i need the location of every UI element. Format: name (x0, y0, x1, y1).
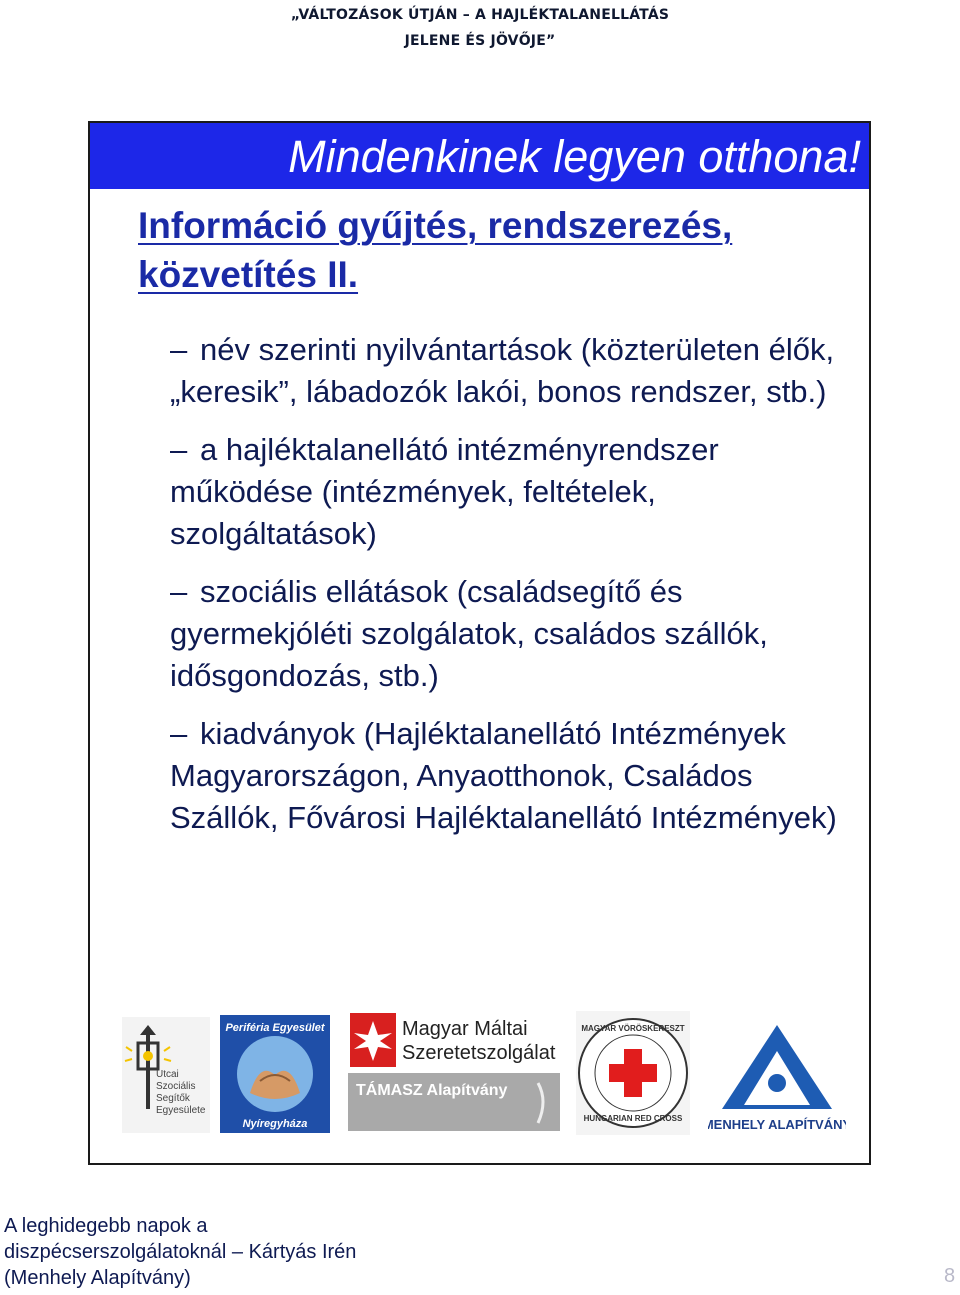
footer-line-1: A leghidegebb napok a (4, 1215, 208, 1237)
bullet-dash: – (170, 332, 188, 367)
hands-circle-icon (220, 1015, 330, 1133)
utcai-line-2: Szociális (156, 1081, 196, 1092)
bullet-text: szociális ellátások (családsegítő és gyermekjóléti szolgálatok, családos szállók, idősgondozás, stb.) (170, 574, 768, 693)
title-banner (90, 123, 869, 189)
footer-line-2: diszpécserszolgálatoknál – Kártyás Irén (4, 1241, 357, 1263)
header-line-1: „VÁLTOZÁSOK ÚTJÁN – A HAJLÉKTALANELLÁTÁS (290, 7, 670, 23)
heading-line-1: Információ gyűjtés, rendszerezés, (138, 205, 733, 246)
bullet-item (170, 329, 850, 413)
voroskereszt-logo (576, 1011, 690, 1135)
bullet-text: kiadványok (Hajléktalanellátó Intézmények Magyarországon, Anyaotthonok, Családos Szállók, Fővárosi Hajléktalanellátó Intézmények) (170, 716, 837, 835)
periferia-title: Periféria Egyesület (225, 1022, 325, 1034)
utcai-line-4: Egyesülete (156, 1105, 206, 1116)
bullet-item (170, 571, 850, 697)
periferia-logo (220, 1015, 330, 1133)
bullet-item (170, 713, 850, 839)
bullet-dash: – (170, 574, 188, 609)
maltese-cross-icon (348, 1011, 560, 1135)
maltai-line-1: Magyar Máltai (402, 1018, 528, 1040)
periferia-city: Nyíregyháza (242, 1118, 308, 1130)
utcai-line-3: Segítők (156, 1093, 190, 1104)
partner-logos (118, 1011, 848, 1141)
utcai-logo (122, 1017, 210, 1133)
tamasz-title: TÁMASZ Alapítvány (356, 1082, 508, 1099)
header-line-2: JELENE ÉS JÖVŐJE” (404, 33, 556, 49)
red-cross-icon (576, 1011, 690, 1135)
slide (88, 121, 871, 1165)
bullet-dash: – (170, 432, 188, 467)
menhely-name: MENHELY ALAPÍTVÁNY (708, 1117, 846, 1132)
footer-line-3: (Menhely Alapítvány) (4, 1267, 191, 1289)
banner-title: Mindenkinek legyen otthona! (288, 131, 861, 182)
bullet-dash: – (170, 716, 188, 751)
maltai-logo (348, 1011, 560, 1135)
page-number: 8 (944, 1265, 956, 1287)
voroskereszt-bottom: HUNGARIAN RED CROSS (583, 1114, 683, 1123)
maltai-line-2: Szeretetszolgálat (402, 1042, 556, 1064)
triangle-house-icon (708, 1017, 846, 1135)
utcai-line-1: Utcai (156, 1069, 179, 1080)
bullet-text: név szerinti nyilvántartások (közterületen élők, „keresik”, lábadozók lakói, bonos rendszer, stb.) (170, 332, 835, 409)
bullet-item (170, 429, 850, 555)
bullet-list (170, 329, 850, 855)
bullet-text: a hajléktalanellátó intézményrendszer működése (intézmények, feltételek, szolgáltatások) (170, 432, 719, 551)
slide-heading (138, 201, 838, 299)
heading-line-2: közvetítés II. (138, 254, 359, 295)
voroskereszt-top: MAGYAR VÖRÖSKERESZT (581, 1024, 685, 1033)
menhely-logo (708, 1017, 846, 1135)
lantern-icon (122, 1017, 210, 1133)
footer (4, 1213, 356, 1291)
